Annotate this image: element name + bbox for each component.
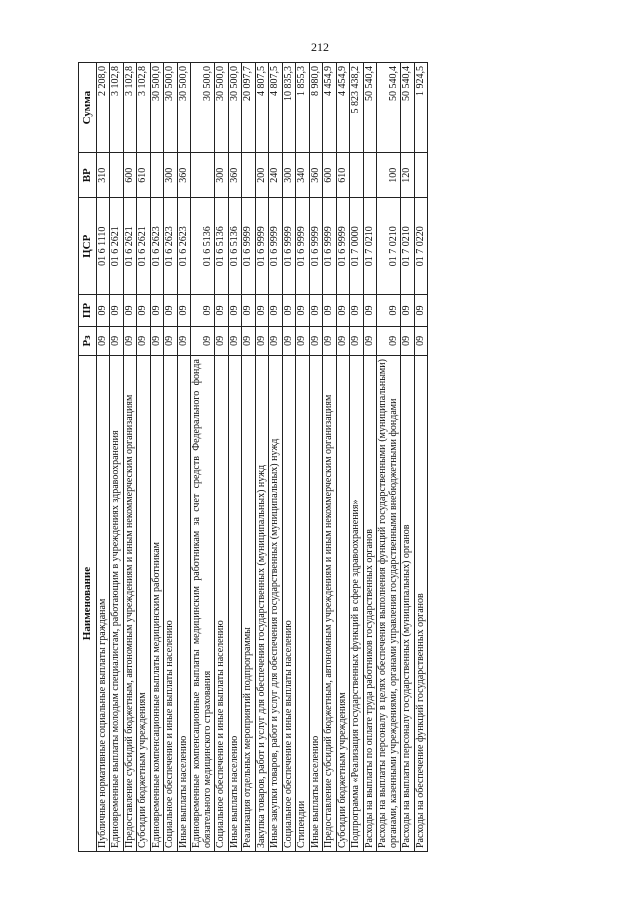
cell-pr: 09 — [269, 295, 283, 327]
cell-rz: 09 — [309, 326, 323, 355]
cell-vr: 360 — [177, 153, 191, 198]
cell-csr: 01 6 9999 — [282, 198, 296, 295]
cell-name: Закупка товаров, работ и услуг для обеспечения государственных (муниципальных) нужд — [255, 356, 269, 852]
cell-csr: 01 7 0210 — [363, 198, 377, 295]
cell-rz: 09 — [242, 326, 256, 355]
cell-vr: 120 — [401, 153, 415, 198]
cell-name: Предоставление субсидий бюджетным, автономным учреждениям и иным некоммерческим организациям — [323, 356, 337, 852]
cell-pr: 09 — [150, 295, 164, 327]
cell-rz: 09 — [150, 326, 164, 355]
cell-sum: 1 855,3 — [296, 63, 310, 153]
header-pr: ПР — [79, 295, 97, 327]
cell-pr: 09 — [296, 295, 310, 327]
cell-vr: 600 — [123, 153, 137, 198]
cell-sum: 50 540,4 — [363, 63, 377, 153]
cell-csr: 01 6 2623 — [150, 198, 164, 295]
cell-rz: 09 — [401, 326, 415, 355]
cell-sum: 3 102,8 — [110, 63, 124, 153]
cell-vr: 340 — [296, 153, 310, 198]
cell-pr: 09 — [336, 295, 350, 327]
cell-rz: 09 — [296, 326, 310, 355]
cell-sum: 30 500,0 — [191, 63, 215, 153]
cell-name: Расходы на обеспечение функций государственных органов — [414, 356, 428, 852]
cell-csr: 01 7 0210 — [377, 198, 401, 295]
header-sum: Сумма — [79, 63, 97, 153]
cell-vr: 300 — [282, 153, 296, 198]
cell-name: Единовременные компенсационные выплаты медицинским работникам за счет средств Федерального фонда обязательного медицинского страхования — [191, 356, 215, 852]
table-row — [377, 63, 401, 852]
cell-csr: 01 6 9999 — [309, 198, 323, 295]
cell-name: Расходы на выплаты персоналу в целях обеспечения выполнения функций государственными (муниципальными) органами, казенными учреждениями, органами управления государственными внебюджетными фондами — [377, 356, 401, 852]
cell-pr: 09 — [110, 295, 124, 327]
cell-pr: 09 — [401, 295, 415, 327]
cell-vr: 360 — [228, 153, 242, 198]
cell-csr: 01 6 9999 — [296, 198, 310, 295]
rotated-table-area — [78, 62, 562, 852]
cell-sum: 20 097,7 — [242, 63, 256, 153]
cell-sum: 4 454,9 — [323, 63, 337, 153]
cell-rz: 09 — [164, 326, 178, 355]
cell-pr: 09 — [377, 295, 401, 327]
cell-sum: 3 102,8 — [123, 63, 137, 153]
cell-csr: 01 6 2621 — [137, 198, 151, 295]
table-row — [414, 63, 428, 852]
cell-sum: 50 540,4 — [401, 63, 415, 153]
cell-name: Расходы на выплаты по оплате труда работников государственных органов — [363, 356, 377, 852]
cell-csr: 01 6 5136 — [191, 198, 215, 295]
cell-rz: 09 — [123, 326, 137, 355]
cell-sum: 4 454,9 — [336, 63, 350, 153]
cell-vr: 360 — [309, 153, 323, 198]
cell-csr: 01 6 9999 — [255, 198, 269, 295]
cell-pr: 09 — [228, 295, 242, 327]
cell-rz: 09 — [228, 326, 242, 355]
table-row — [242, 63, 256, 852]
cell-name: Иные закупки товаров, работ и услуг для обеспечения государственных (муниципальных) нужд — [269, 356, 283, 852]
cell-vr: 310 — [96, 153, 110, 198]
cell-pr: 09 — [123, 295, 137, 327]
table-row — [228, 63, 242, 852]
table-row — [350, 63, 364, 852]
cell-sum: 50 540,4 — [377, 63, 401, 153]
cell-sum: 1 924,5 — [414, 63, 428, 153]
table-row — [363, 63, 377, 852]
cell-vr: 240 — [269, 153, 283, 198]
cell-sum: 30 500,0 — [215, 63, 229, 153]
table-row — [401, 63, 415, 852]
cell-vr — [414, 153, 428, 198]
cell-rz: 09 — [110, 326, 124, 355]
header-vr: ВР — [79, 153, 97, 198]
cell-rz: 09 — [323, 326, 337, 355]
table-row — [282, 63, 296, 852]
cell-csr: 01 6 2621 — [123, 198, 137, 295]
cell-rz: 09 — [215, 326, 229, 355]
table-row — [269, 63, 283, 852]
cell-vr: 600 — [323, 153, 337, 198]
budget-table — [78, 62, 428, 852]
cell-name: Иные выплаты населению — [177, 356, 191, 852]
cell-name: Реализация отдельных мероприятий подпрограммы — [242, 356, 256, 852]
cell-pr: 09 — [323, 295, 337, 327]
cell-vr: 610 — [336, 153, 350, 198]
cell-vr — [363, 153, 377, 198]
cell-pr: 09 — [177, 295, 191, 327]
cell-pr: 09 — [363, 295, 377, 327]
cell-pr: 09 — [242, 295, 256, 327]
cell-pr: 09 — [191, 295, 215, 327]
cell-rz: 09 — [269, 326, 283, 355]
cell-name: Подпрограмма «Реализация государственных функций в сфере здравоохранения» — [350, 356, 364, 852]
cell-sum: 30 500,0 — [164, 63, 178, 153]
table-row — [255, 63, 269, 852]
cell-name: Расходы на выплаты персоналу государственных (муниципальных) органов — [401, 356, 415, 852]
table-row — [191, 63, 215, 852]
cell-csr: 01 6 9999 — [323, 198, 337, 295]
cell-pr: 09 — [255, 295, 269, 327]
cell-pr: 09 — [164, 295, 178, 327]
table-row — [336, 63, 350, 852]
cell-rz: 09 — [377, 326, 401, 355]
cell-sum: 30 500,0 — [228, 63, 242, 153]
header-rz: Рз — [79, 326, 97, 355]
table-body — [96, 63, 428, 852]
cell-csr: 01 6 2623 — [177, 198, 191, 295]
cell-sum: 2 208,0 — [96, 63, 110, 153]
cell-rz: 09 — [191, 326, 215, 355]
cell-csr: 01 6 2621 — [110, 198, 124, 295]
table-row — [177, 63, 191, 852]
cell-csr: 01 6 5136 — [215, 198, 229, 295]
cell-rz: 09 — [177, 326, 191, 355]
table-row — [296, 63, 310, 852]
table-row — [123, 63, 137, 852]
cell-sum: 5 823 438,2 — [350, 63, 364, 153]
cell-pr: 09 — [350, 295, 364, 327]
cell-sum: 30 500,0 — [177, 63, 191, 153]
cell-csr: 01 6 1110 — [96, 198, 110, 295]
table-row — [323, 63, 337, 852]
cell-rz: 09 — [350, 326, 364, 355]
table-header-row — [79, 63, 97, 852]
cell-name: Социальное обеспечение и иные выплаты населению — [164, 356, 178, 852]
cell-rz: 09 — [96, 326, 110, 355]
cell-vr: 300 — [164, 153, 178, 198]
table-row — [309, 63, 323, 852]
header-csr: ЦСР — [79, 198, 97, 295]
cell-csr: 01 6 5136 — [228, 198, 242, 295]
cell-name: Иные выплаты населению — [309, 356, 323, 852]
cell-name: Социальное обеспечение и иные выплаты населению — [282, 356, 296, 852]
cell-vr: 100 — [377, 153, 401, 198]
cell-sum: 8 980,0 — [309, 63, 323, 153]
cell-pr: 09 — [96, 295, 110, 327]
cell-name: Единовременные выплаты молодым специалистам, работающим в учреждениях здравоохранения — [110, 356, 124, 852]
cell-name: Социальное обеспечение и иные выплаты населению — [215, 356, 229, 852]
page-number: 212 — [311, 40, 329, 54]
cell-csr: 01 7 0210 — [401, 198, 415, 295]
cell-pr: 09 — [215, 295, 229, 327]
cell-name: Субсидии бюджетным учреждениям — [137, 356, 151, 852]
table-row — [96, 63, 110, 852]
cell-vr — [350, 153, 364, 198]
cell-pr: 09 — [414, 295, 428, 327]
table-row — [110, 63, 124, 852]
cell-sum: 4 807,5 — [269, 63, 283, 153]
cell-pr: 09 — [309, 295, 323, 327]
cell-csr: 01 7 0000 — [350, 198, 364, 295]
cell-rz: 09 — [282, 326, 296, 355]
cell-rz: 09 — [336, 326, 350, 355]
cell-sum: 30 500,0 — [150, 63, 164, 153]
table-row — [150, 63, 164, 852]
cell-name: Субсидии бюджетным учреждениям — [336, 356, 350, 852]
cell-name: Единовременные компенсационные выплаты медицинским работникам — [150, 356, 164, 852]
cell-pr: 09 — [137, 295, 151, 327]
cell-csr: 01 6 9999 — [269, 198, 283, 295]
table-row — [215, 63, 229, 852]
cell-rz: 09 — [414, 326, 428, 355]
cell-sum: 3 102,8 — [137, 63, 151, 153]
cell-vr: 300 — [215, 153, 229, 198]
cell-csr: 01 7 0220 — [414, 198, 428, 295]
table-row — [137, 63, 151, 852]
cell-vr: 610 — [137, 153, 151, 198]
cell-rz: 09 — [137, 326, 151, 355]
cell-csr: 01 6 9999 — [336, 198, 350, 295]
cell-name: Предоставление субсидий бюджетным, автономным учреждениям и иным некоммерческим организациям — [123, 356, 137, 852]
rotated-table-container — [78, 62, 562, 852]
cell-vr: 200 — [255, 153, 269, 198]
cell-name: Публичные нормативные социальные выплаты гражданам — [96, 356, 110, 852]
cell-rz: 09 — [255, 326, 269, 355]
cell-csr: 01 6 9999 — [242, 198, 256, 295]
cell-vr — [242, 153, 256, 198]
cell-pr: 09 — [282, 295, 296, 327]
table-row — [164, 63, 178, 852]
header-name: Наименование — [79, 356, 97, 852]
cell-name: Иные выплаты населению — [228, 356, 242, 852]
cell-sum: 10 835,3 — [282, 63, 296, 153]
cell-rz: 09 — [363, 326, 377, 355]
cell-vr — [110, 153, 124, 198]
cell-csr: 01 6 2623 — [164, 198, 178, 295]
cell-sum: 4 807,5 — [255, 63, 269, 153]
cell-name: Стипендии — [296, 356, 310, 852]
cell-vr — [150, 153, 164, 198]
cell-vr — [191, 153, 215, 198]
